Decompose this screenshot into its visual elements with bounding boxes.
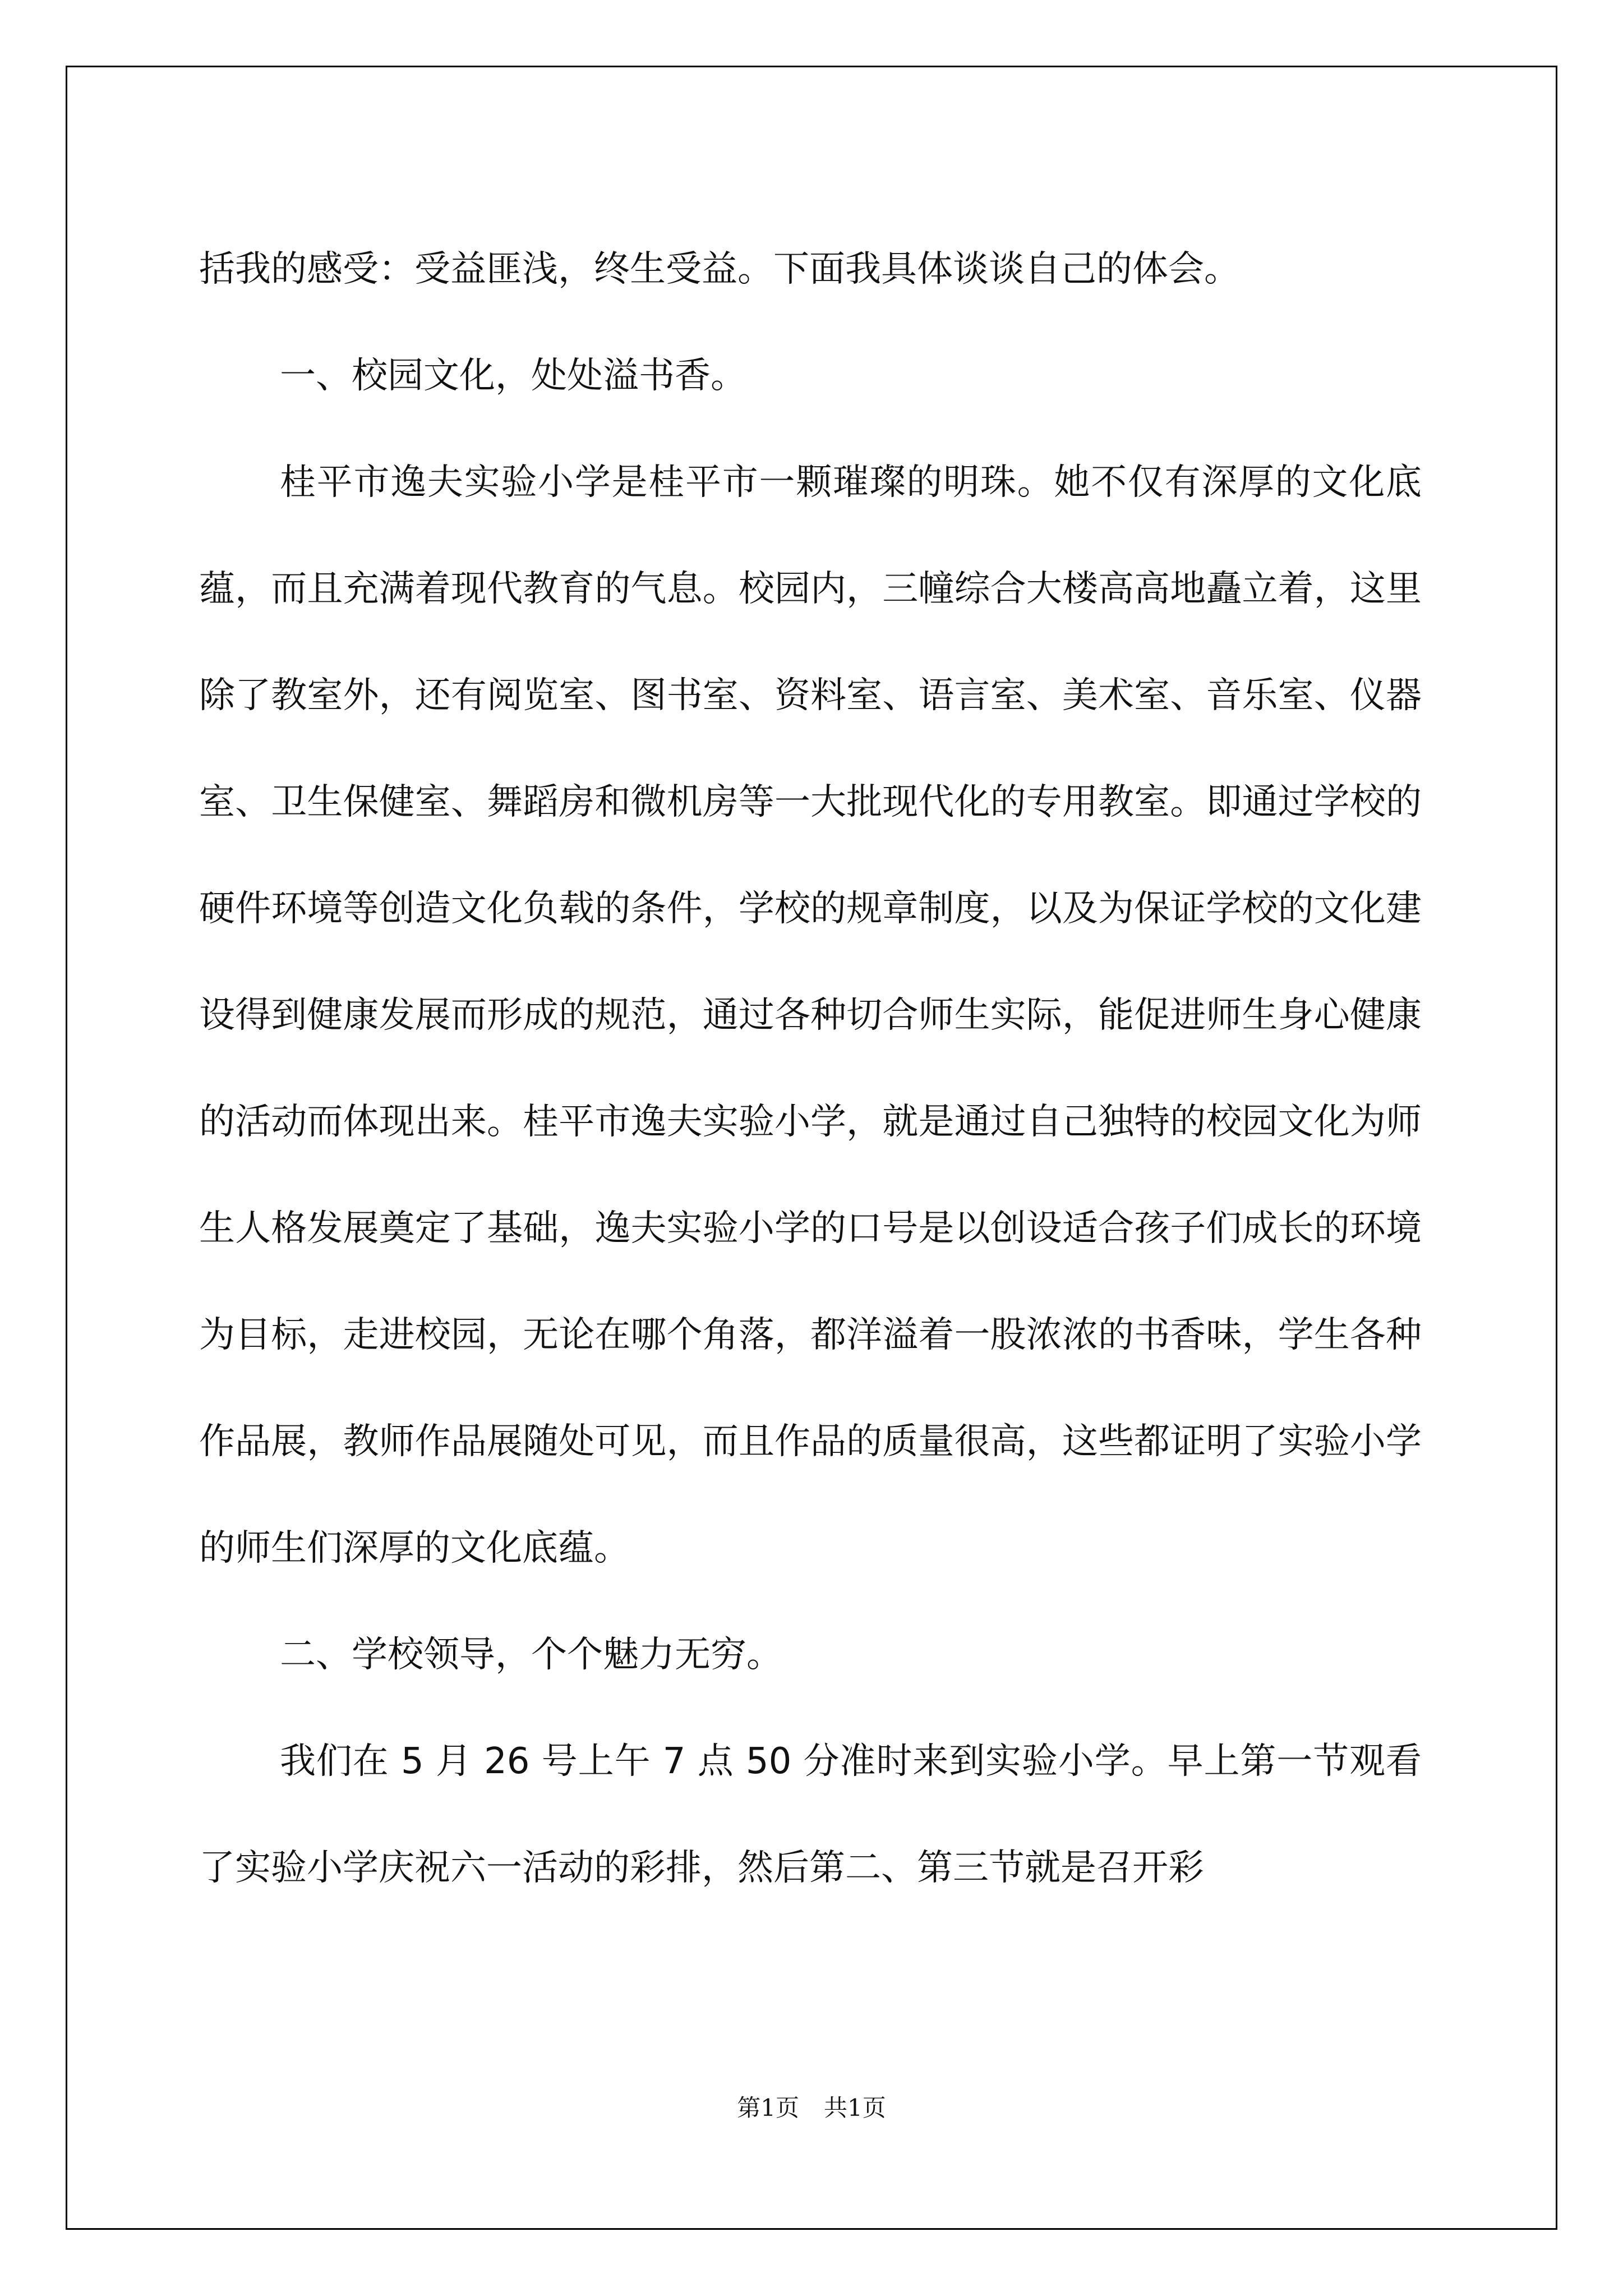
page-total: 共1页 (824, 2094, 886, 2122)
document-body (199, 216, 1422, 1921)
section-heading-campus-culture: 一、校园文化，处处溢书香。 (280, 355, 746, 397)
paragraph-school-leaders: 我们在 5 月 26 号上午 7 点 50 分准时来到实验小学。早上第一节观看了实验小学庆祝六一活动的彩排，然后第二、第三节就是召开彩 (199, 1741, 1422, 1889)
page-footer (0, 2091, 1623, 2125)
paragraph-campus-culture: 桂平市逸夫实验小学是桂平市一颗璀璨的明珠。她不仅有深厚的文化底蕴，而且充满着现代教育的气息。校园内，三幢综合大楼高高地矗立着，这里除了教室外，还有阅览室、图书室、资料室、语言室、美术室、音乐室、仪器室、卫生保健室、舞蹈房和微机房等一大批现代化的专用教室。即通过学校的硬件环境等创造文化负载的条件，学校的规章制度，以及为保证学校的文化建设得到健康发展而形成的规范，通过各种切合师生实际，能促进师生身心健康的活动而体现出来。桂平市逸夫实验小学，就是通过自己独特的校园文化为师生人格发展奠定了基础，逸夫实验小学的口号是以创设适合孩子们成长的环境为目标，走进校园，无论在哪个角落，都洋溢着一股浓浓的书香味，学生各种作品展，教师作品展随处可见，而且作品的质量很高，这些都证明了实验小学的师生们深厚的文化底蕴。 (199, 462, 1422, 1569)
section-heading-school-leaders: 二、学校领导，个个魅力无穷。 (280, 1634, 782, 1676)
page-number: 第1页 (737, 2094, 799, 2122)
paragraph-intro-continuation: 括我的感受：受益匪浅，终生受益。下面我具体谈谈自己的体会。 (199, 249, 1240, 290)
